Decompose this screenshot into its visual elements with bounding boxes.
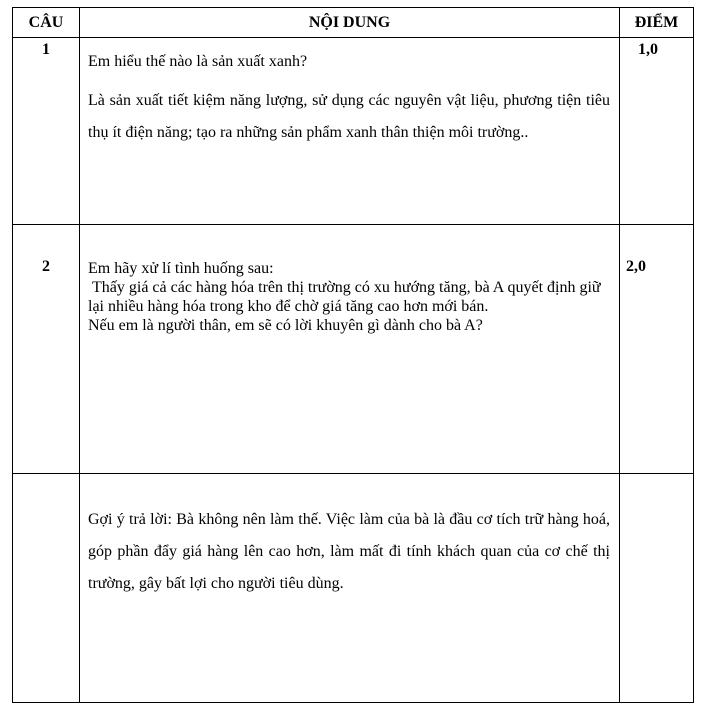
question-number-text: 1 (42, 41, 50, 58)
question-number (13, 474, 80, 703)
question-intro: Em hãy xử lí tình huống sau: (88, 260, 274, 277)
score-cell (620, 38, 694, 225)
answer-table (12, 7, 694, 703)
answer-sheet (12, 7, 693, 703)
table-header-row (13, 8, 694, 38)
score-value: 2,0 (626, 258, 646, 275)
answer-text: Là sản xuất tiết kiệm năng lượng, sử dụng các nguyên vật liệu, phương tiện tiêu thụ ít điện năng; tạo ra những sản phẩm xanh thân thiện môi trường.. (88, 92, 610, 141)
question-number (13, 38, 80, 225)
question-number (13, 225, 80, 474)
score-cell (620, 225, 694, 474)
header-cau: CÂU (13, 8, 80, 38)
header-noi-dung: NỘI DUNG (80, 8, 620, 38)
question-number-text: 2 (42, 258, 50, 275)
table-row (13, 38, 694, 225)
table-row (13, 474, 694, 703)
answer-content (80, 474, 620, 703)
situation-text: Thấy giá cả các hàng hóa trên thị trường có xu hướng tăng, bà A quyết định giữ lại nhiều hàng hóa trong kho để chờ giá tăng cao hơn mới bán. (88, 279, 605, 315)
score-value: 1,0 (638, 41, 658, 58)
suggested-answer-text: Gợi ý trả lời: Bà không nên làm thế. Việc làm của bà là đầu cơ tích trữ hàng hoá, góp phần đẩy giá hàng lên cao hơn, làm mất đi tính khách quan của cơ chế thị trường, gây bất lợi cho người tiêu dùng. (88, 511, 610, 592)
question-text: Em hiểu thế nào là sản xuất xanh? (88, 53, 308, 70)
question-content (80, 38, 620, 225)
question-content (80, 225, 620, 474)
question-text: Nếu em là người thân, em sẽ có lời khuyên gì dành cho bà A? (88, 317, 483, 334)
score-cell (620, 474, 694, 703)
header-diem: ĐIỂM (620, 8, 694, 38)
table-row (13, 225, 694, 474)
